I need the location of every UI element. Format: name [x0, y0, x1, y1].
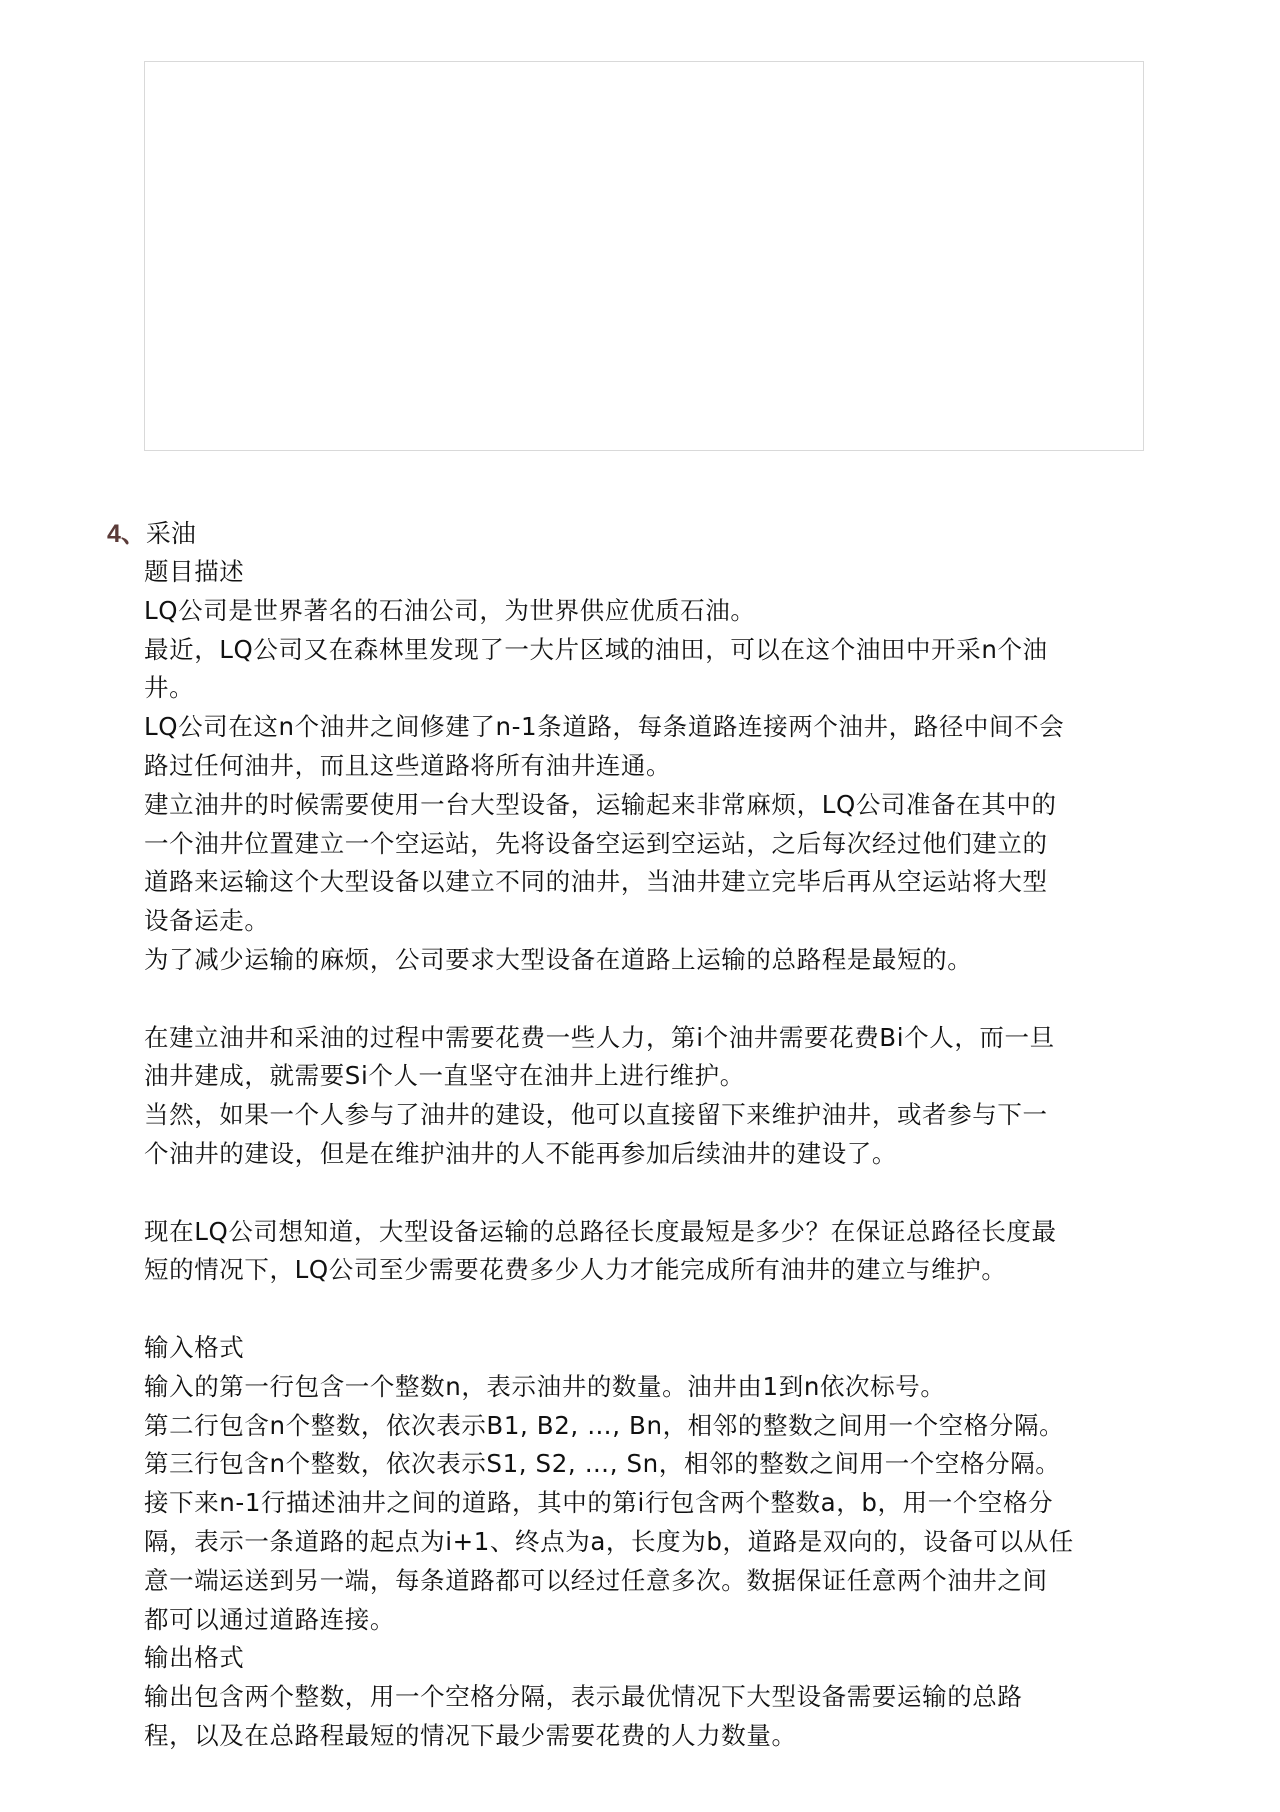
problem-number: 4、	[107, 520, 146, 548]
text-line: 程，以及在总路程最短的情况下最少需要花费的人力数量。	[144, 1720, 797, 1750]
text-line: 意一端运送到另一端，每条道路都可以经过任意多次。数据保证任意两个油井之间	[144, 1565, 1048, 1595]
text-line: LQ公司在这n个油井之间修建了n-1条道路，每条道路连接两个油井，路径中间不会	[144, 712, 1065, 742]
text-line: 第三行包含n个整数，依次表示S1, S2, …, Sn，相邻的整数之间用一个空格分隔。	[144, 1449, 1061, 1479]
text-line: 短的情况下，LQ公司至少需要花费多少人力才能完成所有油井的建立与维护。	[144, 1255, 1007, 1285]
text-line: 当然，如果一个人参与了油井的建设，他可以直接留下来维护油井，或者参与下一	[144, 1100, 1048, 1130]
problem-heading	[107, 515, 196, 553]
text-line: 输入的第一行包含一个整数n，表示油井的数量。油井由1到n依次标号。	[144, 1371, 946, 1401]
text-line: 井。	[144, 673, 195, 703]
text-line: 个油井的建设，但是在维护油井的人不能再参加后续油井的建设了。	[144, 1138, 897, 1168]
problem-body	[144, 553, 1144, 1756]
text-line: 输入格式	[144, 1332, 245, 1362]
text-line: 都可以通过道路连接。	[144, 1604, 395, 1634]
blank-figure-frame	[144, 61, 1144, 451]
text-line: LQ公司是世界著名的石油公司，为世界供应优质石油。	[144, 595, 756, 625]
problem-title: 采油	[145, 519, 196, 548]
text-line: 道路来运输这个大型设备以建立不同的油井，当油井建立完毕后再从空运站将大型	[144, 867, 1048, 897]
text-line: 第二行包含n个整数，依次表示B1, B2, …, Bn，相邻的整数之间用一个空格分隔。	[144, 1410, 1065, 1440]
text-line: 油井建成，就需要Si个人一直坚守在油井上进行维护。	[144, 1061, 745, 1091]
blank-line	[144, 1290, 1144, 1329]
text-line: 最近，LQ公司又在森林里发现了一大片区域的油田，可以在这个油田中开采n个油	[144, 634, 1048, 664]
text-line: 在建立油井和采油的过程中需要花费一些人力，第i个油井需要花费Bi个人，而一旦	[144, 1022, 1055, 1052]
blank-line	[144, 980, 1144, 1019]
text-line: 设备运走。	[144, 906, 270, 936]
text-line: 建立油井的时候需要使用一台大型设备，运输起来非常麻烦，LQ公司准备在其中的	[144, 789, 1057, 819]
text-line: 一个油井位置建立一个空运站，先将设备空运到空运站，之后每次经过他们建立的	[144, 828, 1048, 858]
text-line: 输出包含两个整数，用一个空格分隔，表示最优情况下大型设备需要运输的总路	[144, 1682, 1023, 1712]
text-line: 题目描述	[144, 557, 245, 586]
text-line: 现在LQ公司想知道，大型设备运输的总路径长度最短是多少？在保证总路径长度最	[144, 1216, 1057, 1246]
text-line: 为了减少运输的麻烦，公司要求大型设备在道路上运输的总路程是最短的。	[144, 944, 973, 974]
blank-line	[144, 1174, 1144, 1213]
text-line: 路过任何油井，而且这些道路将所有油井连通。	[144, 750, 672, 780]
text-line: 接下来n-1行描述油井之间的道路，其中的第i行包含两个整数a，b，用一个空格分	[144, 1488, 1054, 1518]
text-line: 隔，表示一条道路的起点为i+1、终点为a，长度为b，道路是双向的，设备可以从任	[144, 1526, 1074, 1556]
text-line: 输出格式	[144, 1643, 245, 1673]
